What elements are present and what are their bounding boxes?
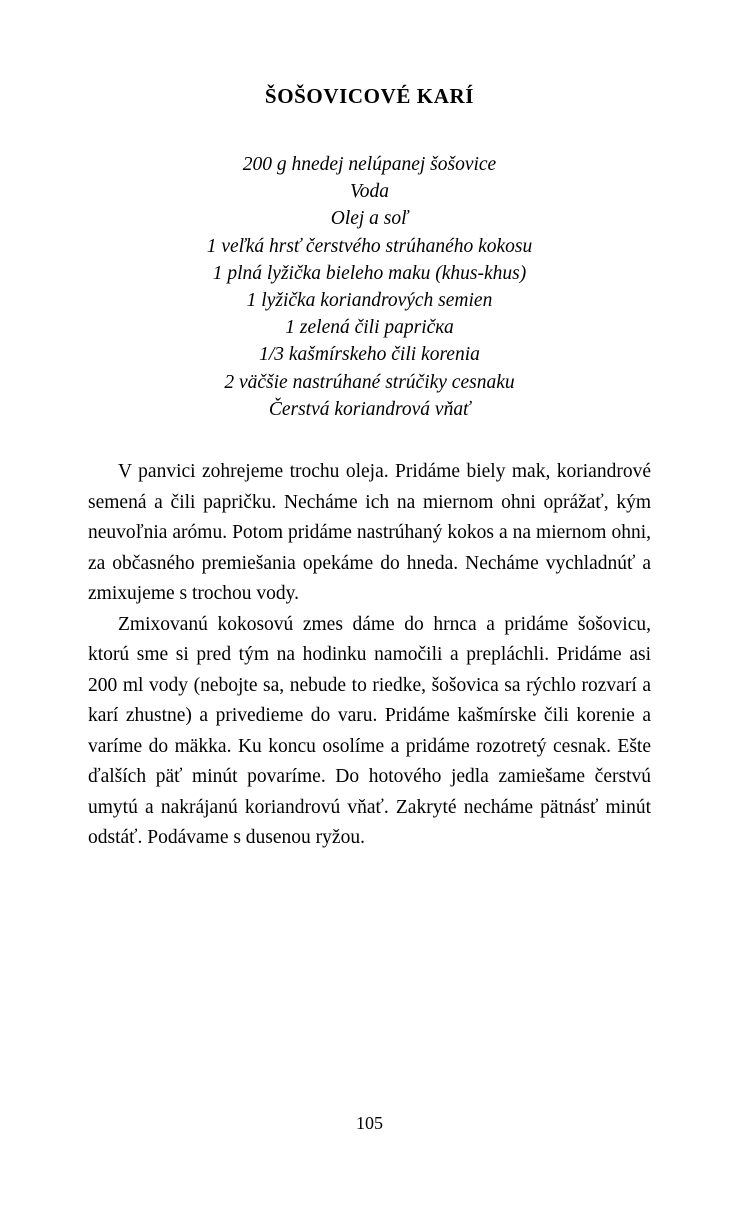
list-item: 1/3 kašmírskeho čili korenia xyxy=(259,344,480,366)
paragraph: Zmixovanú kokosovú zmes dáme do hrnca a pridáme šošovicu, ktorú sme si pred tým na hodinku namočili a prepláchli. Pridáme asi 200 ml vody (nebojte sa, nebude to riedke, šošovica sa rýchlo rozvarí a karí zhustne) a privedieme do varu. Pridáme kašmírske čili korenie a varíme do mäkka. Ku koncu osolíme a pridáme rozotretý cesnak. Ešte ďalších päť minút povaríme. Do hotového jedla zamiešame čerstvú umytú a nakrájanú koriandrovú vňať. Zakryté necháme pätnásť minút odstáť. Podávame s dusenou ryžou. xyxy=(88,613,651,849)
list-item: Čerstvá koriandrová vňať xyxy=(268,398,471,420)
list-item: 200 g hnedej nelúpanej šošovice xyxy=(242,154,497,175)
list-item: 1 plná lyžička bieleho maku (khus-khus) xyxy=(212,262,527,284)
list-item: 1 veľká hrsť čerstvého strúhaného kokosu xyxy=(206,235,533,257)
list-item: 1 lyžička koriandrových semien xyxy=(246,290,493,312)
ingredient-list xyxy=(88,109,651,423)
paragraph: V panvici zohrejeme trochu oleja. Pridáme biely mak, koriandrové semená a čili papričku. Necháme ich na miernom ohni oprážať, kým neuvoľnia arómu. Potom pridáme nastrúhaný kokos a na miernom ohni, za občasného premiešania opekáme do hneda. Necháme vychladnúť a zmixujeme s trochou vody. xyxy=(88,461,651,605)
list-item: 1 zelená čili papričка xyxy=(285,317,454,339)
list-item: 2 väčšie nastrúhané strúčiky cesnaku xyxy=(224,371,515,393)
instructions xyxy=(88,423,651,854)
page-title: ŠOŠOVICOVÉ KARÍ xyxy=(264,84,475,108)
list-item: Voda xyxy=(350,181,389,203)
page-number: 105 xyxy=(356,1113,383,1133)
list-item: Olej a soľ xyxy=(330,208,409,230)
